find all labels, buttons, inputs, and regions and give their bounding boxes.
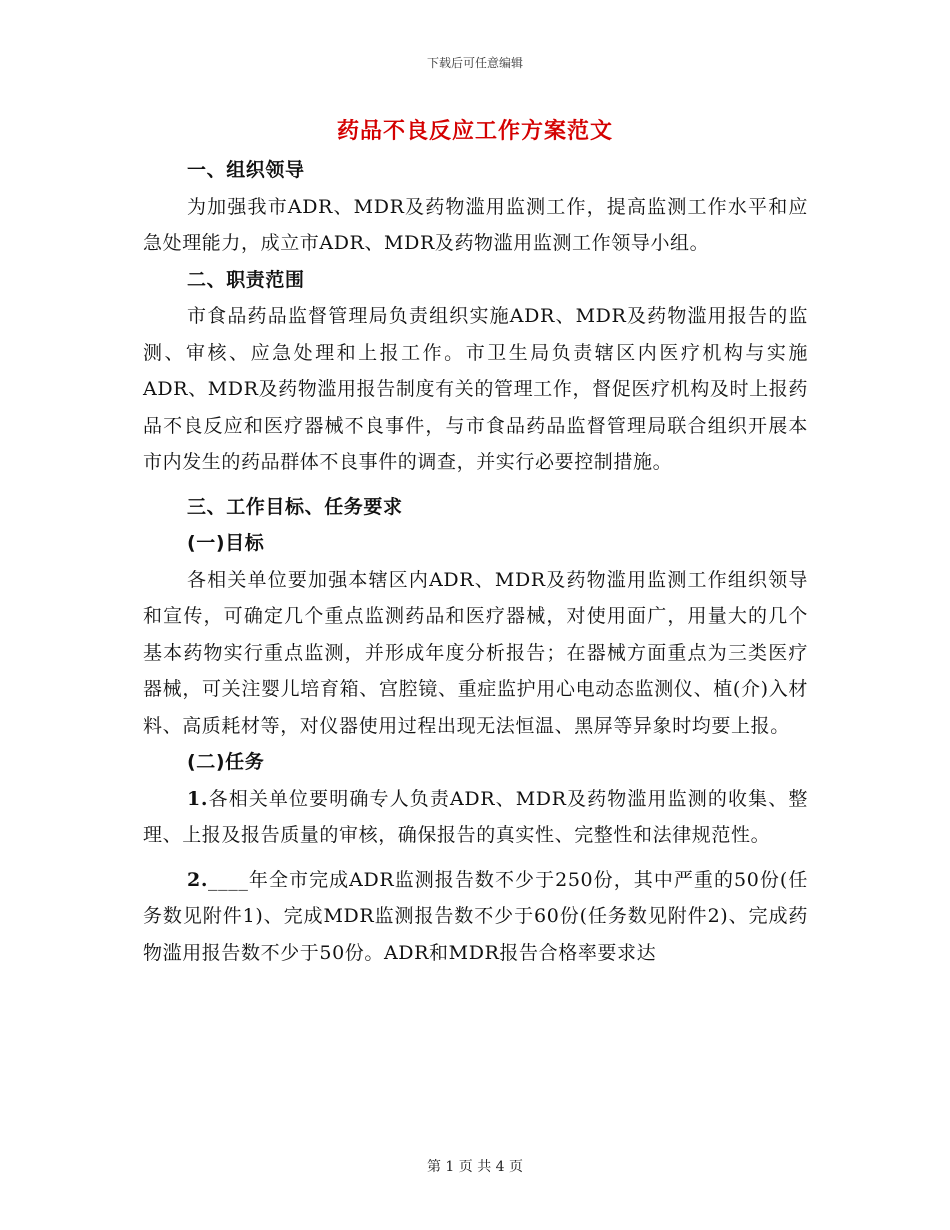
paragraph-responsibilities: 市食品药品监督管理局负责组织实施ADR、MDR及药物滥用报告的监测、审核、应急处理和上报工作。市卫生局负责辖区内医疗机构与实施ADR、MDR及药物滥用报告制度有关的管理工作，督促医疗机构及时上报药品不良反应和医疗器械不良事件，与市食品药品监督管理局联合组织开展本市内发生的药品群体不良事件的调查，并实行必要控制措施。 [143, 305, 808, 473]
document-title: 药品不良反应工作方案范文 [336, 118, 613, 144]
subsection-heading-tasks: (二)任务 [187, 751, 265, 773]
task-item-1-text: 各相关单位要明确专人负责ADR、MDR及药物滥用监测的收集、整理、上报及报告质量的审核，确保报告的真实性、完整性和法律规范性。 [143, 787, 808, 846]
task-item-2 [143, 862, 808, 972]
subsection-heading-goals: (一)目标 [187, 532, 265, 554]
document-body [143, 152, 808, 971]
section-heading-3: 三、工作目标、任务要求 [187, 495, 403, 518]
task-item-1 [143, 781, 808, 854]
header-note: 下载后可任意编辑 [426, 56, 523, 70]
paragraph-goals: 各相关单位要加强本辖区内ADR、MDR及药物滥用监测工作组织领导和宣传，可确定几个重点监测药品和医疗器械，对使用面广，用量大的几个基本药物实行重点监测，并形成年度分析报告；在器械方面重点为三类医疗器械，可关注婴儿培育箱、宫腔镜、重症监护用心电动态监测仪、植(介)入材料、高质耗材等，对仪器使用过程出现无法恒温、黑屏等异象时均要上报。 [143, 568, 808, 737]
section-heading-1: 一、组织领导 [187, 159, 305, 181]
section-heading-2: 二、职责范围 [187, 268, 305, 291]
page-footer: 第 1 页 共 4 页 [426, 1159, 524, 1175]
paragraph-organization: 为加强我市ADR、MDR及药物滥用监测工作，提高监测工作水平和应急处理能力，成立市ADR、MDR及药物滥用监测工作领导小组。 [143, 195, 808, 254]
task-item-1-number: 1. [187, 787, 209, 810]
task-item-2-text: ____年全市完成ADR监测报告数不少于250份，其中严重的50份(任务数见附件1)、完成MDR监测报告数不少于60份(任务数见附件2)、完成药物滥用报告数不少于50份。ADR和MDR报告合格率要求达 [143, 868, 808, 964]
task-item-2-number: 2. [187, 868, 209, 891]
